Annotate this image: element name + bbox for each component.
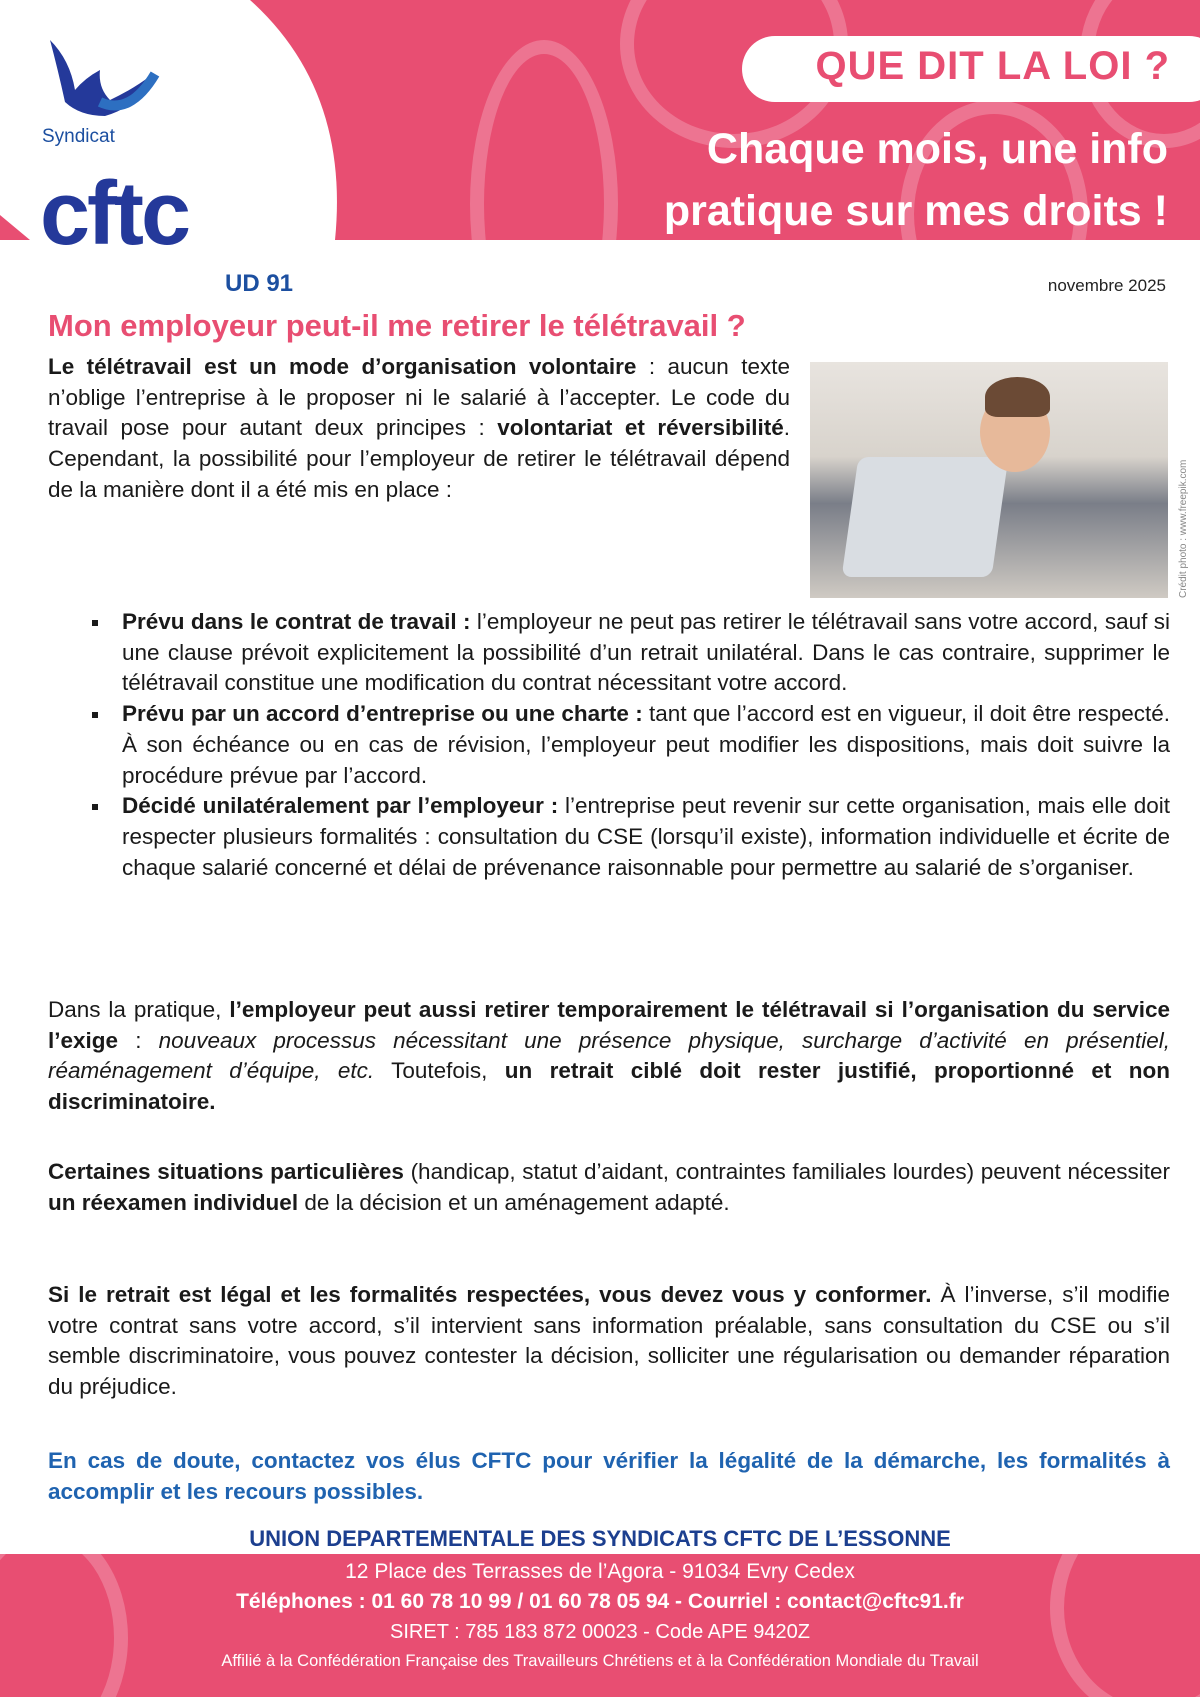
ud-label: UD 91 <box>225 270 294 297</box>
decor-squiggle <box>470 40 618 240</box>
bullet-text: tant que l’accord est en vigueur, il doit être respecté. À son échéance ou en cas de révision, l’employeur peut modifier les dispositions, mais doit suivre la procédure prévue par l’accord. <box>122 701 1170 788</box>
svg-text:Syndicat: Syndicat <box>42 126 115 147</box>
list-item <box>122 607 1170 699</box>
p3-text-1: (handicap, statut d’aidant, contraintes familiales lourdes) peuvent nécessiter <box>403 1159 1170 1184</box>
practice-paragraph <box>48 995 1170 1118</box>
union-name: UNION DEPARTEMENTALE DES SYNDICATS CFTC DE L’ESSONNE <box>249 1526 951 1551</box>
list-item <box>122 791 1170 883</box>
p2-bold-1: l’employeur peut aussi retirer temporairement le télétravail si l’organisation du service l’exige <box>48 997 1170 1053</box>
compliance-paragraph <box>48 1280 1170 1403</box>
tagline-line-2: pratique sur mes droits ! <box>663 187 1168 235</box>
footer-siret: SIRET : 785 183 872 00023 - Code APE 9420Z <box>390 1621 810 1643</box>
p4-bold-1: Si le retrait est légal et les formalités respectées, vous devez vous y conformer. <box>48 1282 932 1307</box>
p2-bold-2: un retrait ciblé doit rester justifié, proportionné et non discriminatoire. <box>48 1058 1170 1115</box>
intro-text-1: : aucun texte n’oblige l’entreprise à le proposer ni le salarié à l’accepter. Le code du travail pose pour autant deux principes : <box>48 354 791 441</box>
intro-bold-2: volontariat et réversibilité <box>497 415 784 441</box>
bullet-bold: Décidé unilatéralement par l’employeur : <box>122 793 559 819</box>
issue-date: novembre 2025 <box>1047 276 1166 295</box>
cftc-logo <box>40 30 310 266</box>
photo-credit: Crédit photo : www.freepik.com <box>1178 459 1189 598</box>
p3-bold-1: Certaines situations particulières <box>48 1159 404 1184</box>
p2-text-3: Toutefois, <box>374 1058 505 1084</box>
contact-cta: En cas de doute, contactez vos élus CFTC pour vérifier la légalité de la démarche, les formalités à accomplir et les recours possibles. <box>48 1448 1170 1504</box>
bullet-icon <box>92 804 98 810</box>
bullet-text: l’employeur ne peut pas retirer le télétravail sans votre accord, sauf si une clause prévoit explicitement la possibilité d’un retrait unilatéral. Dans le cas contraire, supprimer le télétravail constitue une modification du contrat nécessitant votre accord. <box>122 609 1170 696</box>
p2-italic: nouveaux processus nécessitant une présence physique, surcharge d’activité en présentiel, réaménagement d’équipe, etc. <box>48 1027 1170 1084</box>
laptop-shape <box>842 457 1009 577</box>
bullet-icon <box>92 712 98 718</box>
bullet-bold: Prévu par un accord d’entreprise ou une charte : <box>122 701 643 727</box>
p2-text-1: Dans la pratique, <box>48 997 230 1022</box>
tagline-line-1: Chaque mois, une info <box>706 125 1168 173</box>
list-item <box>122 699 1170 791</box>
p2-text-2: : <box>118 1027 159 1053</box>
footer-phones: Téléphones : 01 60 78 10 99 / 01 60 78 05 94 - Courriel : contact@cftc91.fr <box>236 1590 964 1613</box>
footer-affiliation: Affilié à la Confédération Française des Travailleurs Chrétiens et à la Confédération Mondiale du Travail <box>221 1652 979 1670</box>
intro-text-2: . Cependant, la possibilité pour l’employeur de retirer le télétravail dépend de la manière dont il a été mis en place : <box>48 415 790 502</box>
bullet-text: l’entreprise peut revenir sur cette organisation, mais elle doit respecter plusieurs formalités : consultation du CSE (lorsqu’il existe), information individuelle et écrite de chaque salarié concerné et délai de prévenance raisonnable pour permettre au salarié de s’organiser. <box>122 793 1170 880</box>
badge-que-dit-la-loi: QUE DIT LA LOI ? <box>815 44 1170 88</box>
situations-paragraph <box>48 1157 1170 1218</box>
footer <box>0 1554 1200 1697</box>
article-title: Mon employeur peut-il me retirer le télétravail ? <box>48 308 746 343</box>
p3-text-2: de la décision et un aménagement adapté. <box>298 1189 730 1215</box>
woman-laptop-photo <box>810 362 1168 598</box>
tagline <box>664 118 1168 240</box>
bullet-bold: Prévu dans le contrat de travail : <box>122 609 471 634</box>
hair-shape <box>985 377 1050 417</box>
intro-paragraph <box>48 352 790 506</box>
bullet-icon <box>92 620 98 626</box>
svg-text:cftc: cftc <box>40 164 189 264</box>
p4-text-1: À l’inverse, s’il modifie votre contrat sans votre accord, s’il intervient sans information préalable, sans consultation du CSE ou s’il semble discriminatoire, vous pouvez contester la décision, solliciter une régularisation ou demander réparation du préjudice. <box>48 1282 1170 1400</box>
intro-bold-1: Le télétravail est un mode d’organisation volontaire <box>48 354 637 379</box>
p3-bold-2: un réexamen individuel <box>48 1189 299 1215</box>
cases-list <box>122 607 1170 883</box>
footer-address: 12 Place des Terrasses de l’Agora - 91034 Evry Cedex <box>345 1560 855 1583</box>
